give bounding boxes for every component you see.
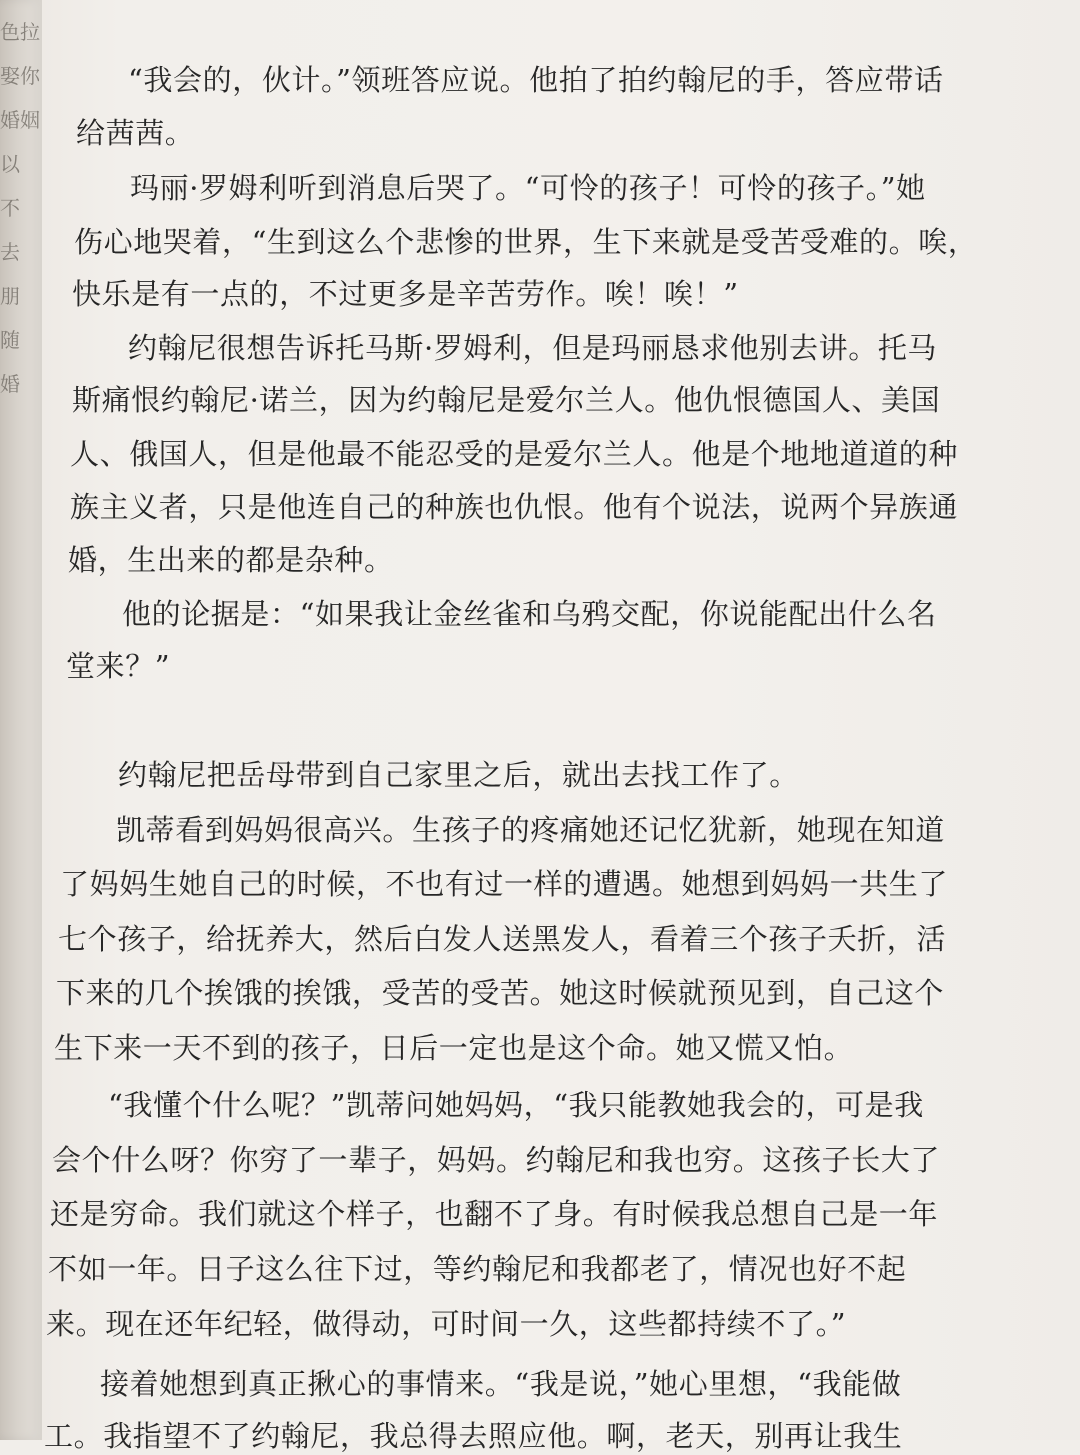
facing-page-margin-text [0, 10, 40, 406]
text-line: 快乐是有一点的，不过更多是辛苦劳作。唉！唉！” [72, 277, 739, 311]
text-line: 给茜茜。 [76, 116, 195, 150]
text-line: 会个什么呀？你穷了一辈子，妈妈。约翰尼和我也穷。这孩子长大了 [52, 1143, 941, 1177]
text-line: 族主义者，只是他连自己的种族也仇恨。他有个说法，说两个异族通 [70, 490, 959, 524]
facing-page-fragment: 婚 [0, 372, 20, 396]
text-line: 下来的几个挨饿的挨饿，受苦的受苦。她这时候就预见到，自己这个 [56, 976, 945, 1010]
text-line: 还是穷命。我们就这个样子，也翻不了身。有时候我总想自己是一年 [50, 1197, 939, 1231]
text-line: 约翰尼很想告诉托马斯·罗姆利，但是玛丽恳求他别去讲。托马 [128, 331, 938, 365]
text-line: 伤心地哭着，“生到这么个悲惨的世界，生下来就是受苦受难的。唉， [74, 225, 978, 259]
text-line: 堂来？” [66, 649, 171, 683]
text-line: “我会的，伙计。”领班答应说。他拍了拍约翰尼的手，答应带话 [128, 63, 944, 97]
text-line: “我懂个什么呢？”凯蒂问她妈妈，“我只能教她我会的，可是我 [108, 1088, 924, 1122]
text-line: 婚，生出来的都是杂种。 [68, 543, 394, 577]
text-line: 他的论据是：“如果我让金丝雀和乌鸦交配，你说能配出什么名 [122, 597, 937, 631]
facing-page-fragment: 不 [0, 196, 20, 220]
text-line: 接着她想到真正揪心的事情来。“我是说，”她心里想，“我能做 [100, 1367, 902, 1401]
facing-page-fragment: 去 [0, 240, 20, 264]
text-line: 人、俄国人，但是他最不能忍受的是爱尔兰人。他是个地地道道的种 [70, 437, 959, 471]
facing-page-fragment: 以 [0, 152, 20, 176]
text-line: 生下来一天不到的孩子，日后一定也是这个命。她又慌又怕。 [54, 1031, 854, 1065]
facing-page-fragment: 婚姻 [0, 108, 40, 132]
facing-page-fragment: 朋 [0, 284, 20, 308]
text-line: 来。现在还年纪轻，做得动，可时间一久，这些都持续不了。” [46, 1307, 847, 1341]
text-line: 工。我指望不了约翰尼，我总得去照应他。啊，老天，别再让我生 [44, 1419, 903, 1453]
facing-page-fragment: 随 [0, 328, 20, 352]
facing-page-fragment: 色拉 [0, 20, 40, 44]
text-line: 七个孩子，给抚养大，然后白发人送黑发人，看着三个孩子夭折，活 [58, 922, 947, 956]
text-line: 玛丽·罗姆利听到消息后哭了。“可怜的孩子！可怜的孩子。”她 [130, 171, 926, 205]
facing-page-fragment: 娶你 [0, 64, 40, 88]
text-line: 凯蒂看到妈妈很高兴。生孩子的疼痛她还记忆犹新，她现在知道 [116, 813, 945, 847]
book-spine-gutter [0, 0, 42, 1440]
text-line: 了妈妈生她自己的时候，不也有过一样的遭遇。她想到妈妈一共生了 [60, 867, 949, 901]
text-line: 约翰尼把岳母带到自己家里之后，就出去找工作了。 [118, 758, 799, 792]
text-line: 斯痛恨约翰尼·诺兰，因为约翰尼是爱尔兰人。他仇恨德国人、美国 [72, 383, 941, 417]
text-line: 不如一年。日子这么往下过，等约翰尼和我都老了，情况也好不起 [48, 1252, 907, 1286]
